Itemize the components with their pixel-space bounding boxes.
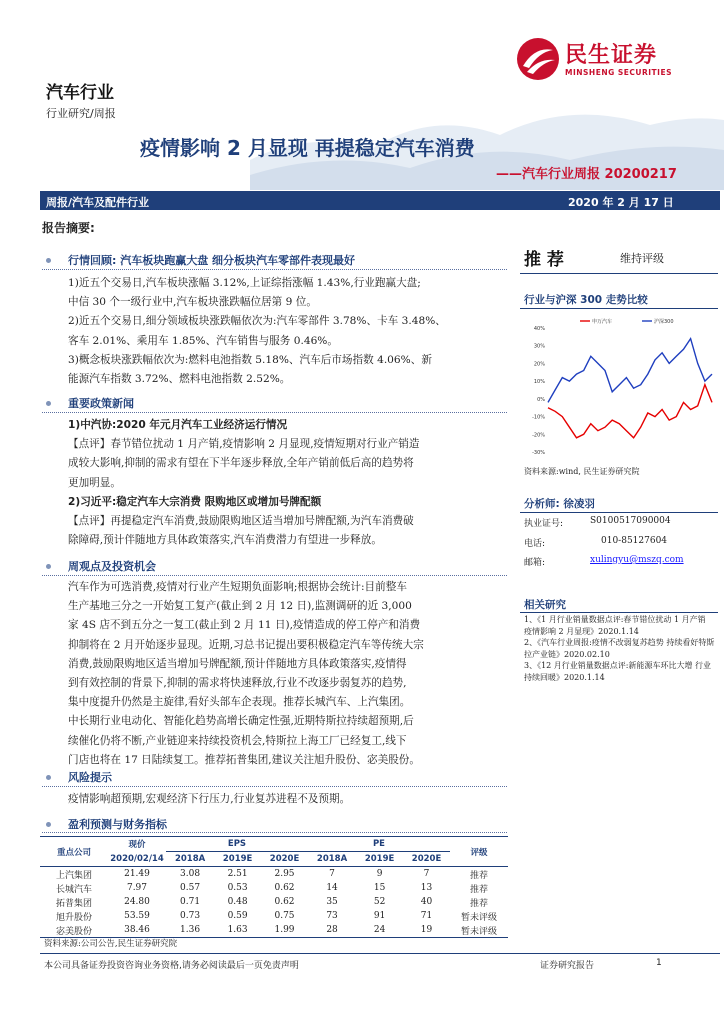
forecast-table [40,836,508,938]
series-line-申万汽车 [548,385,712,438]
footer-line [40,953,720,954]
y-tick-label: 30% [533,343,545,350]
related-research-list [524,614,716,683]
category-bar [40,191,720,210]
legend-label: 沪深300 [654,319,674,325]
list-item[interactable]: 3、《12 月行业销量数据点评:新能源车环比大增 行业持续回暖》2020.1.14 [524,661,712,682]
header-year: 2018A [174,854,206,864]
email-link[interactable]: xulingyu@mszq.com [590,555,684,565]
header-year: 2019E [364,854,395,864]
section-divider [42,786,507,787]
section-weekly-view-title: 周观点及投资机会 [68,560,156,573]
chart-title-underline [520,308,718,309]
y-tick-label: -20% [532,432,545,439]
section-divider [42,269,507,270]
bullet [46,401,51,406]
chart-title: 行业与沪深 300 走势比较 [524,294,648,306]
industry-name: 汽车行业 [46,83,114,103]
header-year: 2018A [316,854,348,864]
company-logo [515,36,715,82]
section-market-review-title: 行情回顾: 汽车板块跑赢大盘 细分板块汽车零部件表现最好 [68,254,356,267]
section-policy-news-title: 重要政策新闻 [68,397,134,410]
section-policy-news-body: 1)中汽协:2020 年元月汽车工业经济运行情况 【点评】春节错位扰动 1 月产销,疫情影响 2 月显现,疫情短期对行业产销造 成较大影响,抑制的需求有望在下半年逐步释放,全年产销前低后高的趋势将 更加明显。 2)习近平:稳定汽车大宗消费 限购地区或增加号牌配额 【点评】再提稳定汽车消费,鼓励限购地区适当增加号牌配额,为汽车消费破 除障碍,预计伴随地方具体政策落实,汽车消费潜力有望进一步释放。 [68,416,508,550]
y-tick-label: 0% [537,396,545,403]
header-rating: 评级 [470,847,488,858]
category-label: 周报/汽车及配件行业 [46,196,150,209]
header-eps: EPS [166,837,308,852]
y-tick-label: -30% [532,450,545,456]
header-pe: PE [308,837,450,852]
header-price: 现价 [128,840,146,851]
bullet [46,258,51,263]
table-row: 宓美股份 38.46 1.36 1.63 1.99 28 24 19 暂未评级 [55,925,497,937]
header-year: 2020E [269,854,300,864]
section-risk-body: 疫情影响超预期,宏观经济下行压力,行业复苏进程不及预期。 [68,793,351,805]
section-market-review-body: 1)近五个交易日,汽车板块涨幅 3.12%,上证综指涨幅 1.43%,行业跑赢大盘; 中信 30 个一级行业中,汽车板块涨跌幅位居第 9 位。 2)近五个交易日,细分领域板块涨跌幅依次为:汽车零部件 3.78%、卡车 3.48%、 客车 2.01%、乘用车 1.85%、汽车销售与服务 0.46%。 3)概念板块涨跌幅依次为:燃料电池指数 5.18%、汽车后市场指数 4.06%、新 能源汽车指数 3.72%、燃料电池指数 2.52%。 [68,277,446,386]
table-row: 拓普集团 24.80 0.71 0.48 0.62 35 52 40 推荐 [55,897,488,909]
section-risk-title: 风险提示 [68,771,112,784]
series-line-沪深300 [548,339,712,403]
chart-source: 资料来源:wind, 民生证券研究院 [524,467,640,476]
policy-news-1-heading: 1)中汽协:2020 年元月汽车工业经济运行情况 [68,419,288,431]
table-row: 长城汽车 7.97 0.57 0.53 0.62 14 15 13 推荐 [55,883,488,895]
footer-disclaimer: 本公司具备证券投资咨询业务资格,请务必阅读最后一页免责声明 [44,961,299,971]
table-row: 上汽集团 21.49 3.08 2.51 2.95 7 9 7 推荐 [55,869,488,881]
email-label: 邮箱: [524,558,546,568]
rating-note: 维持评级 [620,252,664,265]
section-weekly-view-body: 汽车作为可选消费,疫情对行业产生短期负面影响;根据协会统计:目前整车 生产基地三分之一开始复工复产(截止到 2 月 12 日),监测调研的近 3,000 家 4S 店不到五分之一复工(截止到 2 月 11 日),疫情造成的停工停产和消费 抑制将在 2 月开始逐步显现。近期,习总书记提出要积极稳定汽车等传统大宗 消费,鼓励限购地区适当增加号牌配额,预计伴随地方具体政策落实,疫情得 到有效控制的背景下,抑制的需求将快速释放,行业不改逐步弱复苏的趋势, 集中度提升仍然是主旋律,看好头部车企表现。推荐长城汽车、上汽集团。 中长期行业电动化、智能化趋势高增长确定性强,近期特斯拉持续超预期,后 续催化仍将不断,产业链迎来持续投资机会,特斯拉上海工厂已经复工,线下 门店也将在 17 日陆续复工。推荐拓普集团,建议关注旭升股份、宓美股份。 [68,581,424,766]
report-date: 2020 年 2 月 17 日 [568,196,674,209]
header-year: 2019E [222,854,253,864]
section-divider [42,575,507,576]
report-title: 疫情影响 2 月显现 再提稳定汽车消费 [140,136,475,160]
bullet [46,775,51,780]
y-tick-label: -10% [532,414,545,421]
phone-label: 电话: [524,539,546,549]
rating-label: 推 荐 [524,250,564,270]
rating-divider [520,273,718,274]
report-subtitle: ——汽车行业周报 20200217 [496,167,677,182]
cert-label: 执业证号: [524,519,564,529]
related-underline [520,612,718,613]
bullet [46,564,51,569]
related-research-title: 相关研究 [524,599,566,611]
table-source: 资料来源:公司公告,民生证券研究院 [44,939,178,949]
analyst-title: 分析师: 徐凌羽 [524,498,595,510]
bullet [46,822,51,827]
page-number: 1 [656,958,662,968]
logo-subtitle: MINSHENG SECURITIES [565,68,672,77]
header-company: 重点公司 [56,847,91,858]
y-tick-label: 20% [533,361,545,368]
policy-news-2-heading: 2)习近平:稳定汽车大宗消费 限购地区或增加号牌配额 [68,495,322,508]
header-year: 2020E [411,854,442,864]
header-price-date: 2020/02/14 [110,853,164,864]
section-divider [42,412,507,413]
cert-number: S0100517090004 [590,516,671,526]
list-item[interactable]: 1、《1 月行业销量数据点评:春节错位扰动 1 月产销 疫情影响 2 月显现》2020.1.14 [524,615,706,636]
footer-type: 证券研究报告 [540,961,595,971]
phone-number: 010-85127604 [601,536,668,546]
y-tick-label: 40% [533,326,545,332]
analyst-underline [520,512,718,513]
trend-chart [520,312,718,460]
section-forecast-title: 盈利预测与财务指标 [68,818,167,831]
legend-label: 申万汽车 [592,319,613,325]
section-divider [42,832,507,833]
table-row: 旭升股份 53.59 0.73 0.59 0.75 73 91 71 暂未评级 [55,911,497,923]
y-tick-label: 10% [533,379,545,386]
logo-emblem-icon [515,36,561,82]
logo-name: 民生证券 [565,43,658,68]
summary-label: 报告摘要: [42,221,95,235]
report-type: 行业研究/周报 [46,107,116,120]
list-item[interactable]: 2、《汽车行业周报:疫情不改弱复苏趋势 持续看好特斯拉产业链》2020.02.10 [524,638,715,659]
